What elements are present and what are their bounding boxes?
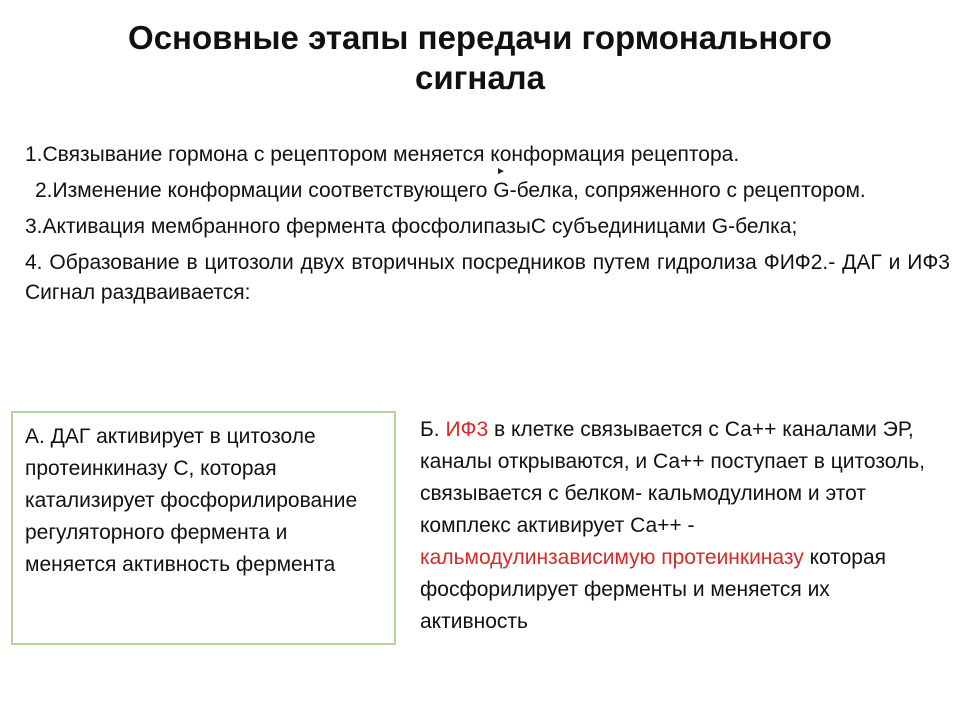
branch-b-middle: в клетке связывается с Са++ каналами ЭР, каналы открываются, и Са++ поступает в цитозоль, связывается с белком- кальмодулином и этот комплекс активирует Са++ - [420,418,926,537]
branch-a-box [11,411,396,645]
branch-b-ip3-highlight: ИФ3 [445,418,489,441]
page-title: Основные этапы передачи гормонального сигнала [128,19,832,96]
branch-b-text-block [420,414,930,638]
step-3: 3.Активация мембранного фермента фосфолипазыС субъединицами G-белка; [25,215,798,238]
step-2: 2.Изменение конформации соответствующего G-белка, сопряженного с рецептором. [35,179,866,202]
branch-b-prefix: Б. [420,418,446,441]
step-1: 1.Связывание гормона с рецептором меняется конформация рецептора. [25,143,740,166]
steps-list [25,140,950,314]
step-4: 4. Образование в цитозоли двух вторичных посредников путем гидролиза ФИФ2.- ДАГ и ИФ3 Сигнал раздваивается: [25,251,950,304]
arrow-right-icon: ► [496,166,506,177]
branch-a-text: А. ДАГ активирует в цитозоле протеинкиназу С, которая катализирует фосфорилирование регуляторного фермента и меняется активность фермента [25,425,358,576]
branch-b-kinase-highlight: кальмодулинзависимую протеинкиназу [420,546,804,569]
branch-b-suffix: которая фосфорилирует ферменты и меняется их активность [420,546,887,633]
